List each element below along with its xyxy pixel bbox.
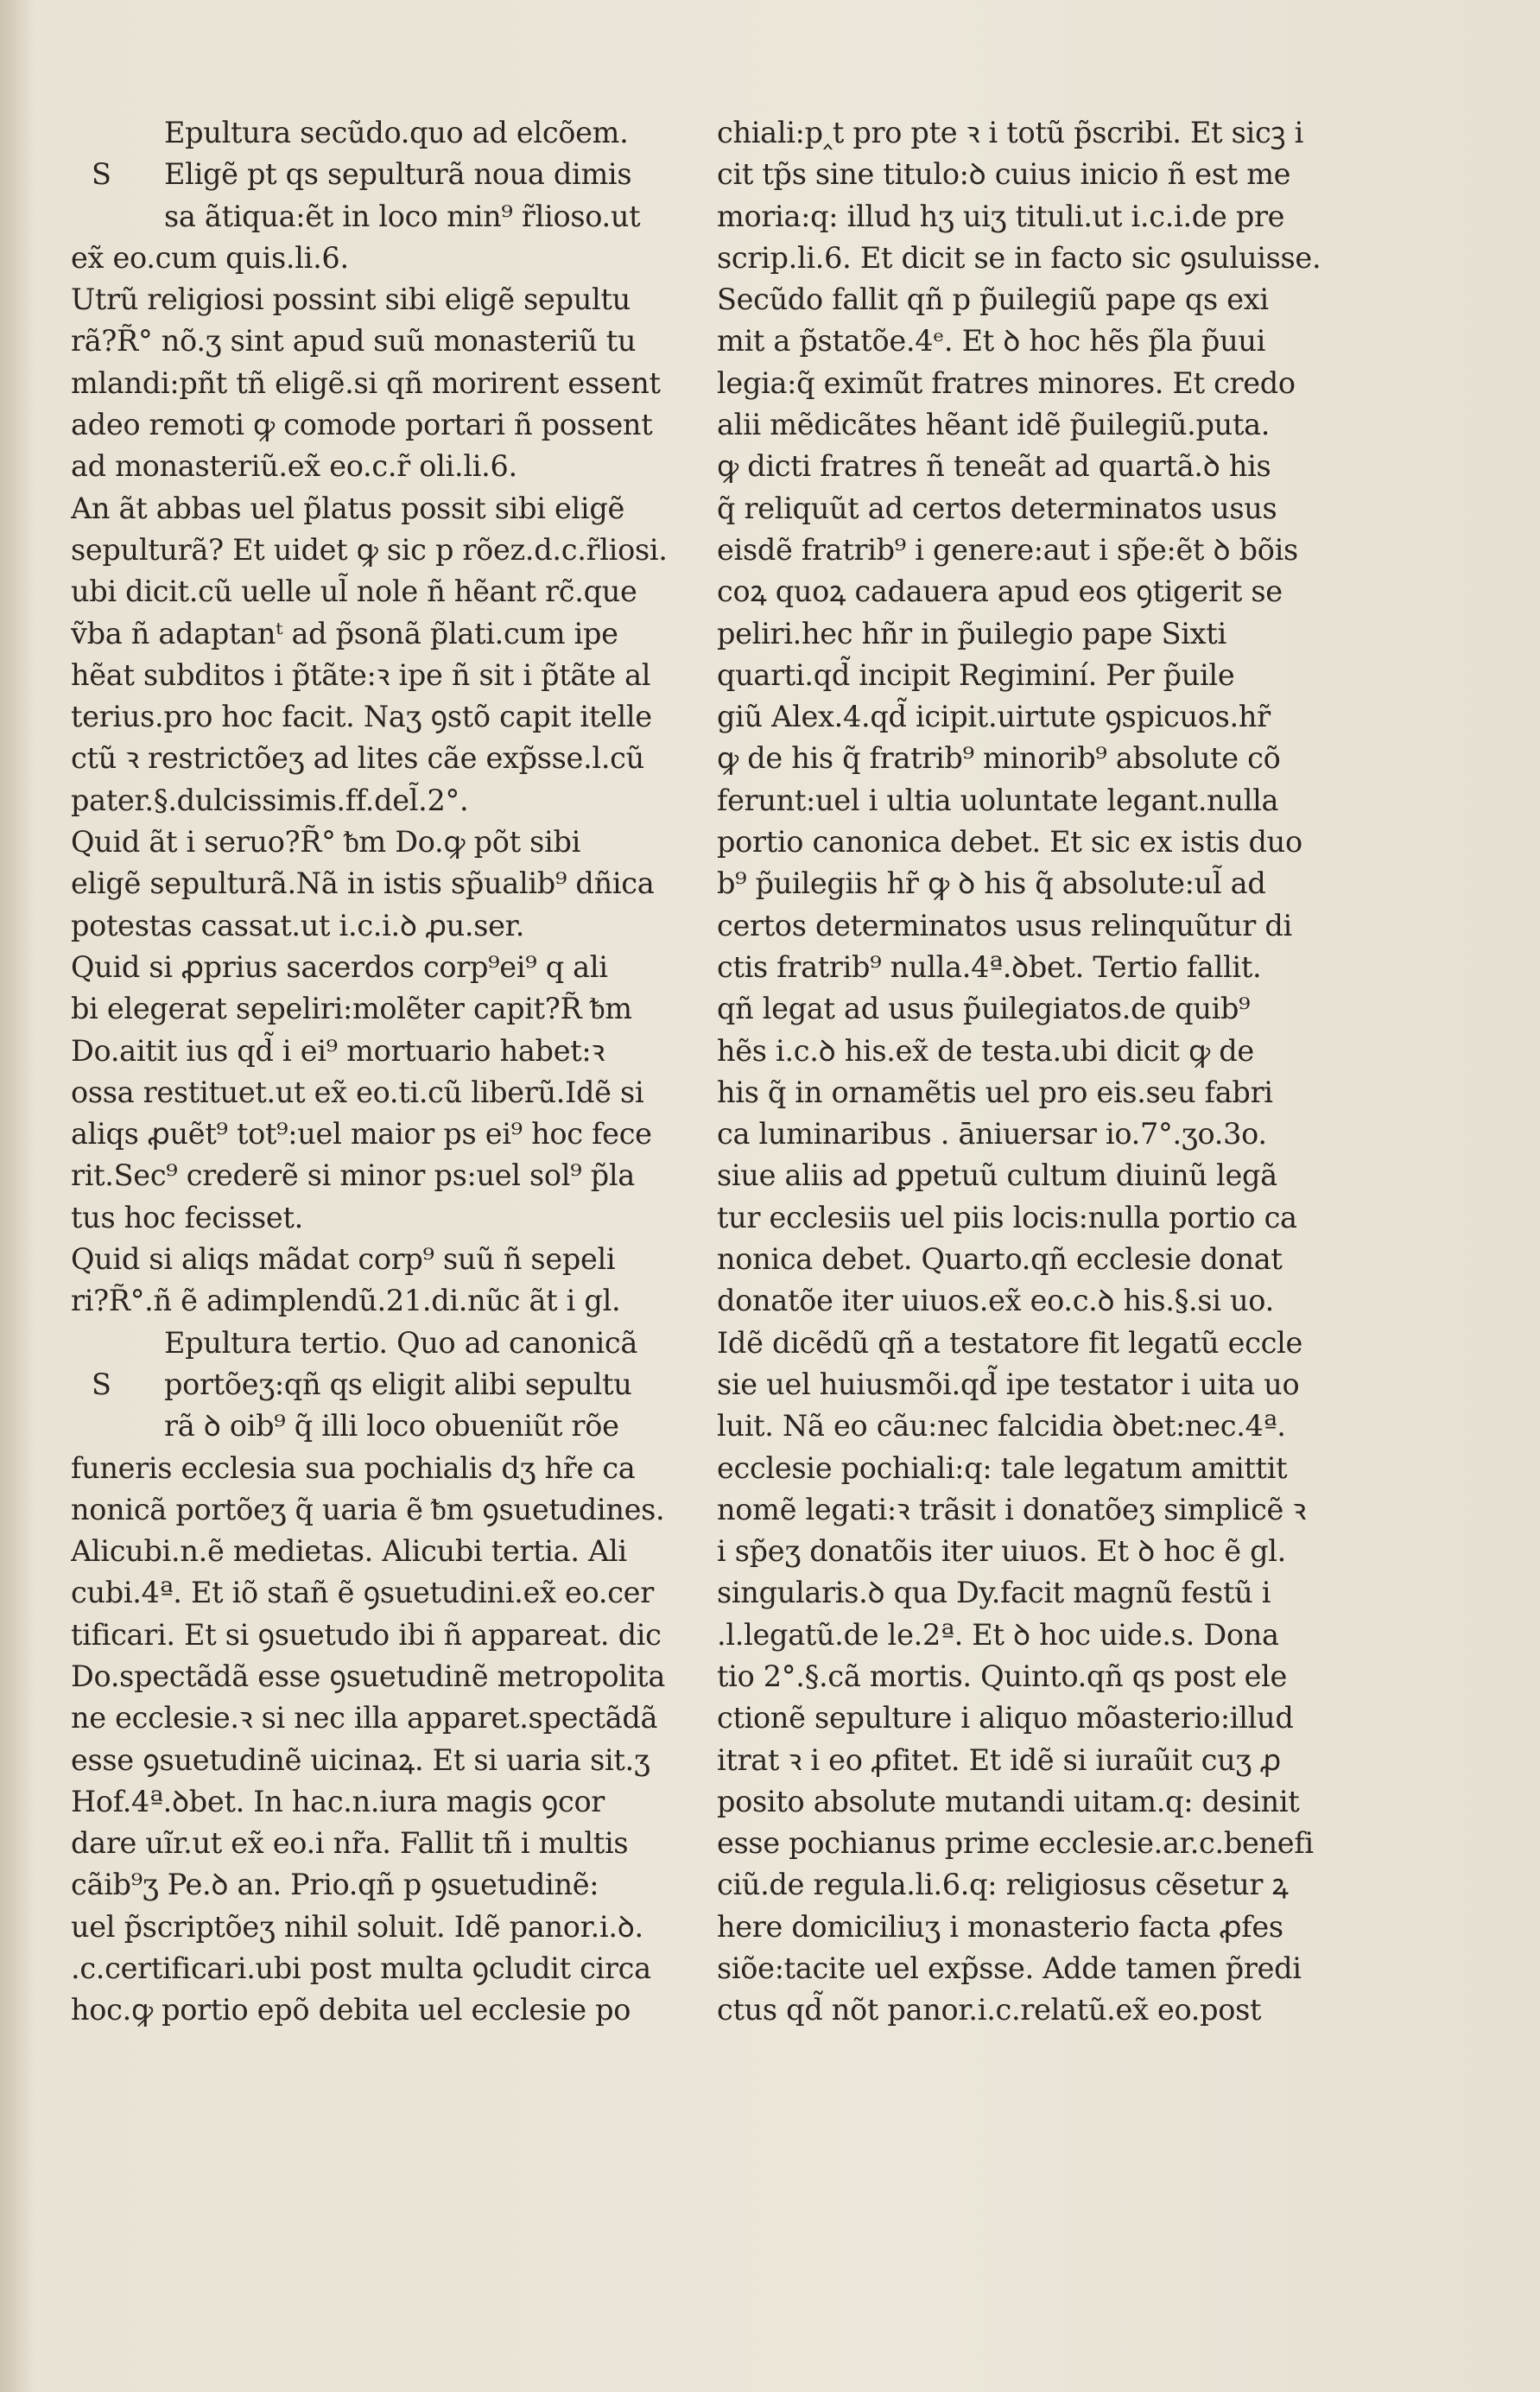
text-line [717,1448,1365,1489]
line-text: nonicã portõeʒ q̃ uaria ẽ ᵬm ꝯsuetudines. [71,1492,665,1526]
text-line [71,1989,701,2031]
text-line [717,530,1365,571]
text-line [71,1697,701,1739]
line-text: ferunt:uel i ultia uoluntate legant.nulla [717,783,1279,817]
text-line [717,863,1365,904]
line-text: singularis.ꝺ qua Dy.facit magnũ festũ i [717,1576,1271,1610]
line-text: ecclesie pochiali:q: tale legatum amittit [717,1450,1288,1485]
line-text: ubi dicit.cũ uelle ul̃ nole ñ hẽant rc̃.que [71,574,637,609]
line-text: Epultura tertio. Quo ad canonicã [164,1325,638,1360]
line-text: An ãt abbas uel p̃latus possit sibi eligẽ [71,491,625,525]
line-text: mit a p̃statõe.4ᵉ. Et ꝺ hoc hẽs p̃la p̃uui [717,324,1266,358]
line-text: portio canonica debet. Et sic ex istis duo [717,825,1302,860]
line-text: dare uĩr.ut ex̃ eo.i nr̃a. Fallit tñ i multis [71,1826,629,1861]
line-text: cubi.4ª. Et iõ stañ ẽ ꝯsuetudini.ex̃ eo.cer [71,1576,654,1610]
line-text: ṽba ñ adaptanᵗ ad p̃sonã p̃lati.cum ipe [71,616,618,650]
text-line [71,404,701,446]
line-text: eisdẽ fratrib⁹ i genere:aut i sp̃e:ẽt ꝺ bõis [717,532,1298,567]
text-line [71,279,701,320]
line-text: luit. Nã eo cãu:nec falcidia ꝺbet:nec.4ª. [717,1409,1286,1443]
text-line [717,1948,1365,1989]
text-line [71,738,701,779]
line-text: tificari. Et si ꝯsuetudo ibi ñ appareat. dic [71,1617,662,1652]
line-text: Quid si aliqs mãdat corp⁹ suũ ñ sepeli [71,1242,616,1277]
line-text: Quid ãt i seruo?R̃° ᵬm Do.ꝙ põt sibi [71,825,580,860]
text-line [717,1323,1365,1364]
text-line [717,780,1365,822]
line-text: Eligẽ pt qs sepulturã noua dimis [164,157,632,192]
line-text: Idẽ dicẽdũ qñ a testatore fit legatũ eccle [717,1325,1303,1360]
text-line [71,1489,701,1531]
line-text: tio 2°.§.cã mortis. Quinto.qñ qs post ele [717,1659,1288,1693]
text-line [717,613,1365,655]
line-text: esse ꝯsuetudinẽ uicinaꝝ. Et si uaria sit.ʒ [71,1742,650,1777]
text-line [717,404,1365,446]
line-text: Utrũ religiosi possint sibi eligẽ sepultu [71,282,631,317]
line-text: ossa restituet.ut ex̃ eo.ti.cũ liberũ.Idẽ si [71,1075,644,1109]
line-text: coꝝ quoꝝ cadauera apud eos ꝯtigerit se [717,574,1283,609]
text-line [71,1572,701,1614]
text-line [717,1405,1365,1447]
line-text: siõe:tacite uel exp̃sse. Adde tamen p̃redi [717,1951,1302,1986]
text-line [717,1907,1365,1948]
line-text: Do.spectãdã esse ꝯsuetudinẽ metropolita [71,1659,666,1693]
text-line [71,1948,701,1989]
text-line [71,154,701,195]
text-line [717,1864,1365,1906]
text-line [717,1239,1365,1280]
line-text: itrat ꝛ i eo ꝓfitet. Et idẽ si iuraũit cuʒ ꝓ [717,1742,1281,1777]
text-line [717,279,1365,320]
line-text: ꝙ de his q̃ fratrib⁹ minorib⁹ absolute cõ [717,741,1281,776]
line-text: ctis fratrib⁹ nulla.4ª.ꝺbet. Tertio fallit. [717,949,1262,984]
line-text: his q̃ in ornamẽtis uel pro eis.seu fabri [717,1075,1273,1109]
line-text: uel p̃scriptõeʒ nihil soluit. Idẽ panor.i.ꝺ. [71,1909,643,1944]
line-text: giũ Alex.4.qd̃ icipit.uirtute ꝯspicuos.hr̃ [717,700,1271,734]
line-text: q̃ reliquũt ad certos determinatos usus [717,491,1277,525]
line-text: sa ãtiqua:ẽt in loco min⁹ r̃lioso.ut [164,199,641,233]
text-line [71,1656,701,1697]
text-line [717,1989,1365,2031]
text-line [717,154,1365,195]
line-text: ex̃ eo.cum quis.li.6. [71,240,349,275]
right-text-column [717,112,1365,2032]
line-text: hoc.ꝙ portio epõ debita uel ecclesie po [71,1993,631,2027]
line-text: adeo remoti ꝙ comode portari ñ possent [71,408,653,442]
line-text: alii mẽdicãtes hẽant idẽ p̃uilegiũ.puta. [717,408,1271,442]
text-line [717,1656,1365,1697]
line-text: ciũ.de regula.li.6.q: religiosus cẽsetur ꝝ [717,1868,1289,1902]
text-line [717,571,1365,612]
text-line [717,988,1365,1030]
text-line [71,863,701,904]
text-line [71,1823,701,1864]
line-text: qñ legat ad usus p̃uilegiatos.de quib⁹ [717,992,1251,1026]
text-line [717,822,1365,863]
line-text: ctũ ꝛ restrictõeʒ ad lites cãe exp̃sse.l.cũ [71,741,644,776]
text-line [71,1364,701,1405]
line-text: ad monasteriũ.ex̃ eo.c.r̃ oli.li.6. [71,449,517,484]
line-text: b⁹ p̃uilegiis hr̃ ꝙ ꝺ his q̃ absolute:ul̃ ad [717,866,1266,901]
line-text: ne ecclesie.ꝛ si nec illa apparet.spectãdã [71,1701,658,1735]
line-text: esse pochianus prime ecclesie.ar.c.benefi [717,1826,1314,1861]
text-line [71,613,701,655]
line-text: tur ecclesiis uel piis locis:nulla portio ca [717,1200,1297,1234]
line-text: potestas cassat.ut i.c.i.ꝺ ꝓu.ser. [71,908,525,942]
line-text: ctus qd̃ nõt panor.i.c.relatũ.ex̃ eo.post [717,1993,1262,2027]
text-line [717,1740,1365,1781]
text-line [71,446,701,487]
text-line [717,196,1365,238]
line-text: Secũdo fallit qñ p p̃uilegiũ pape qs exi [717,282,1269,317]
text-line [717,488,1365,530]
text-line [717,1072,1365,1114]
line-text: funeris ecclesia sua pochialis dʒ hr̃e ca [71,1450,636,1485]
line-text: scrip.li.6. Et dicit se in facto sic ꝯsuluisse. [717,240,1321,275]
line-text: eligẽ sepulturã.Nã in istis sp̃ualib⁹ dñica [71,866,655,901]
text-line [71,363,701,404]
text-line [71,780,701,822]
line-text: .c.certificari.ubi post multa ꝯcludit circa [71,1951,651,1986]
text-line [71,1615,701,1656]
marginal-letter: S [92,1367,111,1401]
text-line [71,1864,701,1906]
text-line [71,1740,701,1781]
text-line [717,112,1365,154]
line-text: Hof.4ª.ꝺbet. In hac.n.iura magis ꝯcor [71,1784,605,1818]
text-line [71,1907,701,1948]
text-line [717,905,1365,947]
text-line [71,1155,701,1196]
line-text: Epultura secũdo.quo ad elcõem. [164,116,629,149]
text-line [71,196,701,238]
text-line [71,530,701,571]
text-line [717,1489,1365,1531]
text-line [71,947,701,988]
line-text: here domiciliuʒ i monasterio facta ꝓfes [717,1909,1283,1944]
text-line [71,320,701,362]
text-line [717,238,1365,279]
text-line [717,1781,1365,1823]
line-text: aliqs ꝓuẽt⁹ tot⁹:uel maior ps ei⁹ hoc fece [71,1117,652,1152]
text-line [717,947,1365,988]
text-line [71,1280,701,1322]
line-text: sie uel huiusmõi.qd̃ ipe testator i uita uo [717,1367,1300,1401]
line-text: legia:q̃ eximũt fratres minores. Et credo [717,365,1296,400]
line-text: .l.legatũ.de le.2ª. Et ꝺ hoc uide.s. Dona [717,1617,1279,1652]
text-line [717,1615,1365,1656]
text-line [71,1197,701,1239]
line-text: quarti.qd̃ incipit Regiminí. Per p̃uile [717,657,1235,692]
line-text: mlandi:pñt tñ eligẽ.si qñ morirent essent [71,365,661,400]
line-text: hẽat subditos i p̃tãte:ꝛ ipe ñ sit i p̃tãte al [71,657,651,692]
line-text: sepulturã? Et uidet ꝙ sic p rõez.d.c.r̃liosi. [71,532,668,567]
text-line [717,738,1365,779]
line-text: siue aliis ad ꝑpetuũ cultum diuinũ legã [717,1158,1277,1193]
line-text: terius.pro hoc facit. Naʒ ꝯstõ capit itelle [71,700,652,734]
line-text: Alicubi.n.ẽ medietas. Alicubi tertia. Ali [71,1534,627,1569]
text-line [71,1114,701,1155]
text-line [71,238,701,279]
text-line [71,571,701,612]
line-text: bi elegerat sepeliri:molẽter capit?R̃ ᵬm [71,992,632,1026]
text-line [71,1531,701,1572]
line-text: rit.Sec⁹ crederẽ si minor ps:uel sol⁹ p̃la [71,1158,635,1193]
text-line [717,1114,1365,1155]
left-text-column [71,112,701,2032]
text-line [717,363,1365,404]
text-line [717,1155,1365,1196]
text-line [71,1448,701,1489]
text-line [71,1072,701,1114]
line-text: chiali:p‸t pro pte ꝛ i totũ p̃scribi. Et sicꝫ i [717,116,1304,149]
text-line [71,696,701,738]
line-text: peliri.hec hñr in p̃uilegio pape Sixti [717,616,1226,650]
marginal-letter: S [92,157,111,192]
text-line [717,1364,1365,1405]
line-text: portõeʒ:qñ qs eligit alibi sepultu [164,1367,632,1401]
line-text: cãib⁹ʒ Pe.ꝺ an. Prio.qñ p ꝯsuetudinẽ: [71,1868,599,1902]
text-line [71,488,701,530]
text-line [71,988,701,1030]
text-line [71,1323,701,1364]
line-text: moria:q: illud hʒ uiʒ tituli.ut i.c.i.de pre [717,199,1285,233]
text-line [71,112,701,154]
text-line [717,655,1365,696]
line-text: certos determinatos usus relinquũtur di [717,908,1292,942]
line-text: ca luminaribus . āniuersar io.7°.ʒo.3o. [717,1117,1267,1152]
text-line [71,1405,701,1447]
line-text: nomẽ legati:ꝛ trãsit i donatõeʒ simplicẽ ꝛ [717,1492,1306,1526]
line-text: pater.§.dulcissimis.ff.del̃.2°. [71,783,469,817]
text-line [71,822,701,863]
text-line [71,905,701,947]
line-text: tus hoc fecisset. [71,1200,303,1234]
text-line [717,1697,1365,1739]
text-line [71,1781,701,1823]
text-line [717,1197,1365,1239]
text-line [71,1031,701,1072]
line-text: i sp̃eʒ donatõis iter uiuos. Et ꝺ hoc ẽ gl. [717,1534,1287,1569]
line-text: hẽs i.c.ꝺ his.ex̃ de testa.ubi dicit ꝙ de [717,1033,1254,1068]
text-line [71,655,701,696]
line-text: ri?R̃°.ñ ẽ adimplendũ.21.di.nũc ãt i gl. [71,1284,621,1318]
text-line [717,1823,1365,1864]
line-text: rã ꝺ oib⁹ q̃ illi loco obueniũt rõe [164,1409,619,1443]
text-line [717,446,1365,487]
line-text: ꝙ dicti fratres ñ teneãt ad quartã.ꝺ his [717,449,1271,484]
text-line [717,1531,1365,1572]
line-text: posito absolute mutandi uitam.q: desinit [717,1784,1300,1818]
text-line [71,1239,701,1280]
text-line [717,696,1365,738]
line-text: cit tp̃s sine titulo:ꝺ cuius inicio ñ est me [717,157,1291,192]
line-text: Quid si ꝓprius sacerdos corp⁹ei⁹ q ali [71,949,608,984]
line-text: rã?R̃° nõ.ʒ sint apud suũ monasteriũ tu [71,324,637,358]
line-text: donatõe iter uiuos.ex̃ eo.c.ꝺ his.§.si uo. [717,1284,1274,1318]
line-text: ctionẽ sepulture i aliquo mõasterio:illud [717,1701,1294,1735]
text-line [717,1572,1365,1614]
line-text: Do.aitit ius qd̃ i ei⁹ mortuario habet:ꝛ [71,1033,605,1068]
text-line [717,320,1365,362]
text-line [717,1031,1365,1072]
line-text: nonica debet. Quarto.qñ ecclesie donat [717,1242,1283,1277]
text-line [717,1280,1365,1322]
